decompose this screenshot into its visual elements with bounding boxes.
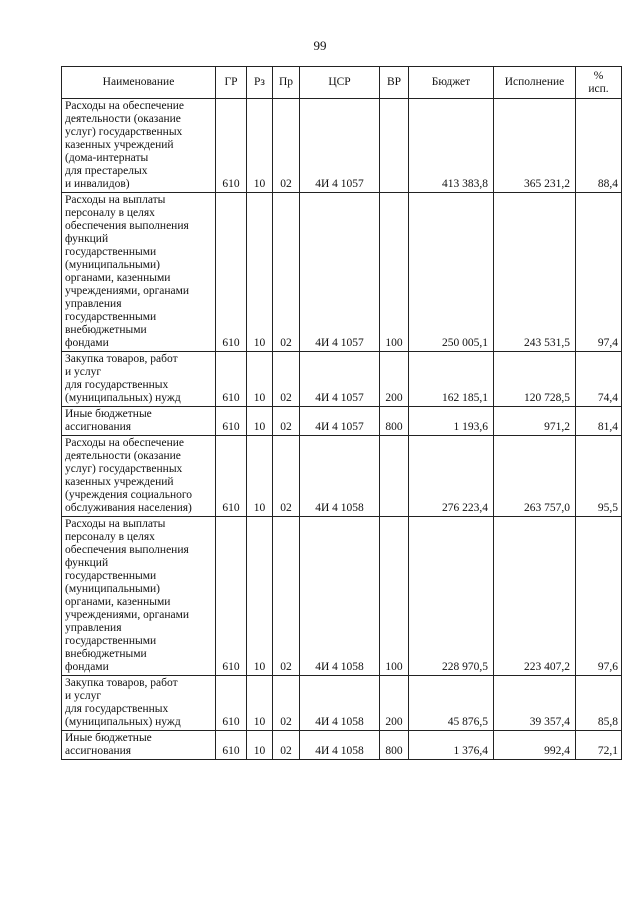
row-rz: 10 bbox=[247, 352, 273, 407]
row-name: Закупка товаров, работ и услуг для государственных (муниципальных) нужд bbox=[62, 352, 216, 407]
row-csr: 4И 4 1057 bbox=[300, 352, 380, 407]
header-pr: Пр bbox=[273, 67, 300, 99]
row-percent: 97,4 bbox=[576, 193, 622, 352]
table-row bbox=[62, 731, 622, 760]
row-rz: 10 bbox=[247, 99, 273, 193]
row-pr: 02 bbox=[273, 676, 300, 731]
row-name: Закупка товаров, работ и услуг для государственных (муниципальных) нужд bbox=[62, 676, 216, 731]
row-gr: 610 bbox=[216, 731, 247, 760]
header-percent-label: исп. bbox=[588, 82, 609, 95]
row-execution: 263 757,0 bbox=[494, 436, 576, 517]
row-budget: 276 223,4 bbox=[409, 436, 494, 517]
table-row bbox=[62, 352, 622, 407]
row-name: Расходы на выплаты персоналу в целях обеспечения выполнения функций государственными (муниципальными) органами, казенными учреждениями, органами управления государственными внебюджетными фондами bbox=[62, 193, 216, 352]
header-budget: Бюджет bbox=[409, 67, 494, 99]
row-execution: 365 231,2 bbox=[494, 99, 576, 193]
row-vr: 800 bbox=[380, 731, 409, 760]
row-budget: 162 185,1 bbox=[409, 352, 494, 407]
row-pr: 02 bbox=[273, 99, 300, 193]
row-pr: 02 bbox=[273, 407, 300, 436]
row-gr: 610 bbox=[216, 352, 247, 407]
row-rz: 10 bbox=[247, 407, 273, 436]
header-gr: ГР bbox=[216, 67, 247, 99]
row-percent: 81,4 bbox=[576, 407, 622, 436]
row-execution: 243 531,5 bbox=[494, 193, 576, 352]
header-percent-symbol: % bbox=[593, 69, 604, 82]
row-name: Расходы на обеспечение деятельности (оказание услуг) государственных казенных учреждений (учреждения социального обслуживания населения) bbox=[62, 436, 216, 517]
row-execution: 971,2 bbox=[494, 407, 576, 436]
row-pr: 02 bbox=[273, 517, 300, 676]
row-percent: 95,5 bbox=[576, 436, 622, 517]
row-name: Расходы на выплаты персоналу в целях обеспечения выполнения функций государственными (муниципальными) органами, казенными учреждениями, органами управления государственными внебюджетными фондами bbox=[62, 517, 216, 676]
row-pr: 02 bbox=[273, 436, 300, 517]
header-rz: Рз bbox=[247, 67, 273, 99]
budget-table bbox=[61, 66, 622, 760]
row-percent: 88,4 bbox=[576, 99, 622, 193]
row-execution: 992,4 bbox=[494, 731, 576, 760]
row-gr: 610 bbox=[216, 517, 247, 676]
row-rz: 10 bbox=[247, 436, 273, 517]
row-vr: 800 bbox=[380, 407, 409, 436]
table-row bbox=[62, 676, 622, 731]
row-rz: 10 bbox=[247, 193, 273, 352]
row-csr: 4И 4 1058 bbox=[300, 436, 380, 517]
header-vr: ВР bbox=[380, 67, 409, 99]
row-percent: 85,8 bbox=[576, 676, 622, 731]
header-percent bbox=[576, 67, 622, 99]
row-name: Иные бюджетные ассигнования bbox=[62, 407, 216, 436]
row-budget: 1 193,6 bbox=[409, 407, 494, 436]
row-csr: 4И 4 1058 bbox=[300, 517, 380, 676]
row-csr: 4И 4 1058 bbox=[300, 676, 380, 731]
row-vr: 200 bbox=[380, 676, 409, 731]
row-execution: 120 728,5 bbox=[494, 352, 576, 407]
table-row bbox=[62, 99, 622, 193]
row-vr bbox=[380, 99, 409, 193]
row-pr: 02 bbox=[273, 731, 300, 760]
row-execution: 223 407,2 bbox=[494, 517, 576, 676]
row-pr: 02 bbox=[273, 193, 300, 352]
row-csr: 4И 4 1057 bbox=[300, 99, 380, 193]
header-name: Наименование bbox=[62, 67, 216, 99]
row-percent: 74,4 bbox=[576, 352, 622, 407]
row-budget: 1 376,4 bbox=[409, 731, 494, 760]
row-budget: 250 005,1 bbox=[409, 193, 494, 352]
row-rz: 10 bbox=[247, 676, 273, 731]
row-gr: 610 bbox=[216, 436, 247, 517]
row-budget: 228 970,5 bbox=[409, 517, 494, 676]
row-budget: 45 876,5 bbox=[409, 676, 494, 731]
table-row bbox=[62, 407, 622, 436]
header-execution: Исполнение bbox=[494, 67, 576, 99]
table-row bbox=[62, 517, 622, 676]
row-rz: 10 bbox=[247, 731, 273, 760]
row-csr: 4И 4 1058 bbox=[300, 731, 380, 760]
row-gr: 610 bbox=[216, 676, 247, 731]
table-header-row bbox=[62, 67, 622, 99]
row-percent: 97,6 bbox=[576, 517, 622, 676]
row-gr: 610 bbox=[216, 99, 247, 193]
row-percent: 72,1 bbox=[576, 731, 622, 760]
row-gr: 610 bbox=[216, 193, 247, 352]
row-vr: 100 bbox=[380, 193, 409, 352]
header-csr: ЦСР bbox=[300, 67, 380, 99]
table-row bbox=[62, 193, 622, 352]
row-csr: 4И 4 1057 bbox=[300, 407, 380, 436]
row-vr bbox=[380, 436, 409, 517]
row-vr: 100 bbox=[380, 517, 409, 676]
page-number: 99 bbox=[313, 38, 327, 53]
row-budget: 413 383,8 bbox=[409, 99, 494, 193]
row-name: Расходы на обеспечение деятельности (оказание услуг) государственных казенных учреждений (дома-интернаты для престарелых и инвалидов) bbox=[62, 99, 216, 193]
row-gr: 610 bbox=[216, 407, 247, 436]
row-rz: 10 bbox=[247, 517, 273, 676]
table-row bbox=[62, 436, 622, 517]
row-name: Иные бюджетные ассигнования bbox=[62, 731, 216, 760]
row-pr: 02 bbox=[273, 352, 300, 407]
row-vr: 200 bbox=[380, 352, 409, 407]
row-execution: 39 357,4 bbox=[494, 676, 576, 731]
row-csr: 4И 4 1057 bbox=[300, 193, 380, 352]
